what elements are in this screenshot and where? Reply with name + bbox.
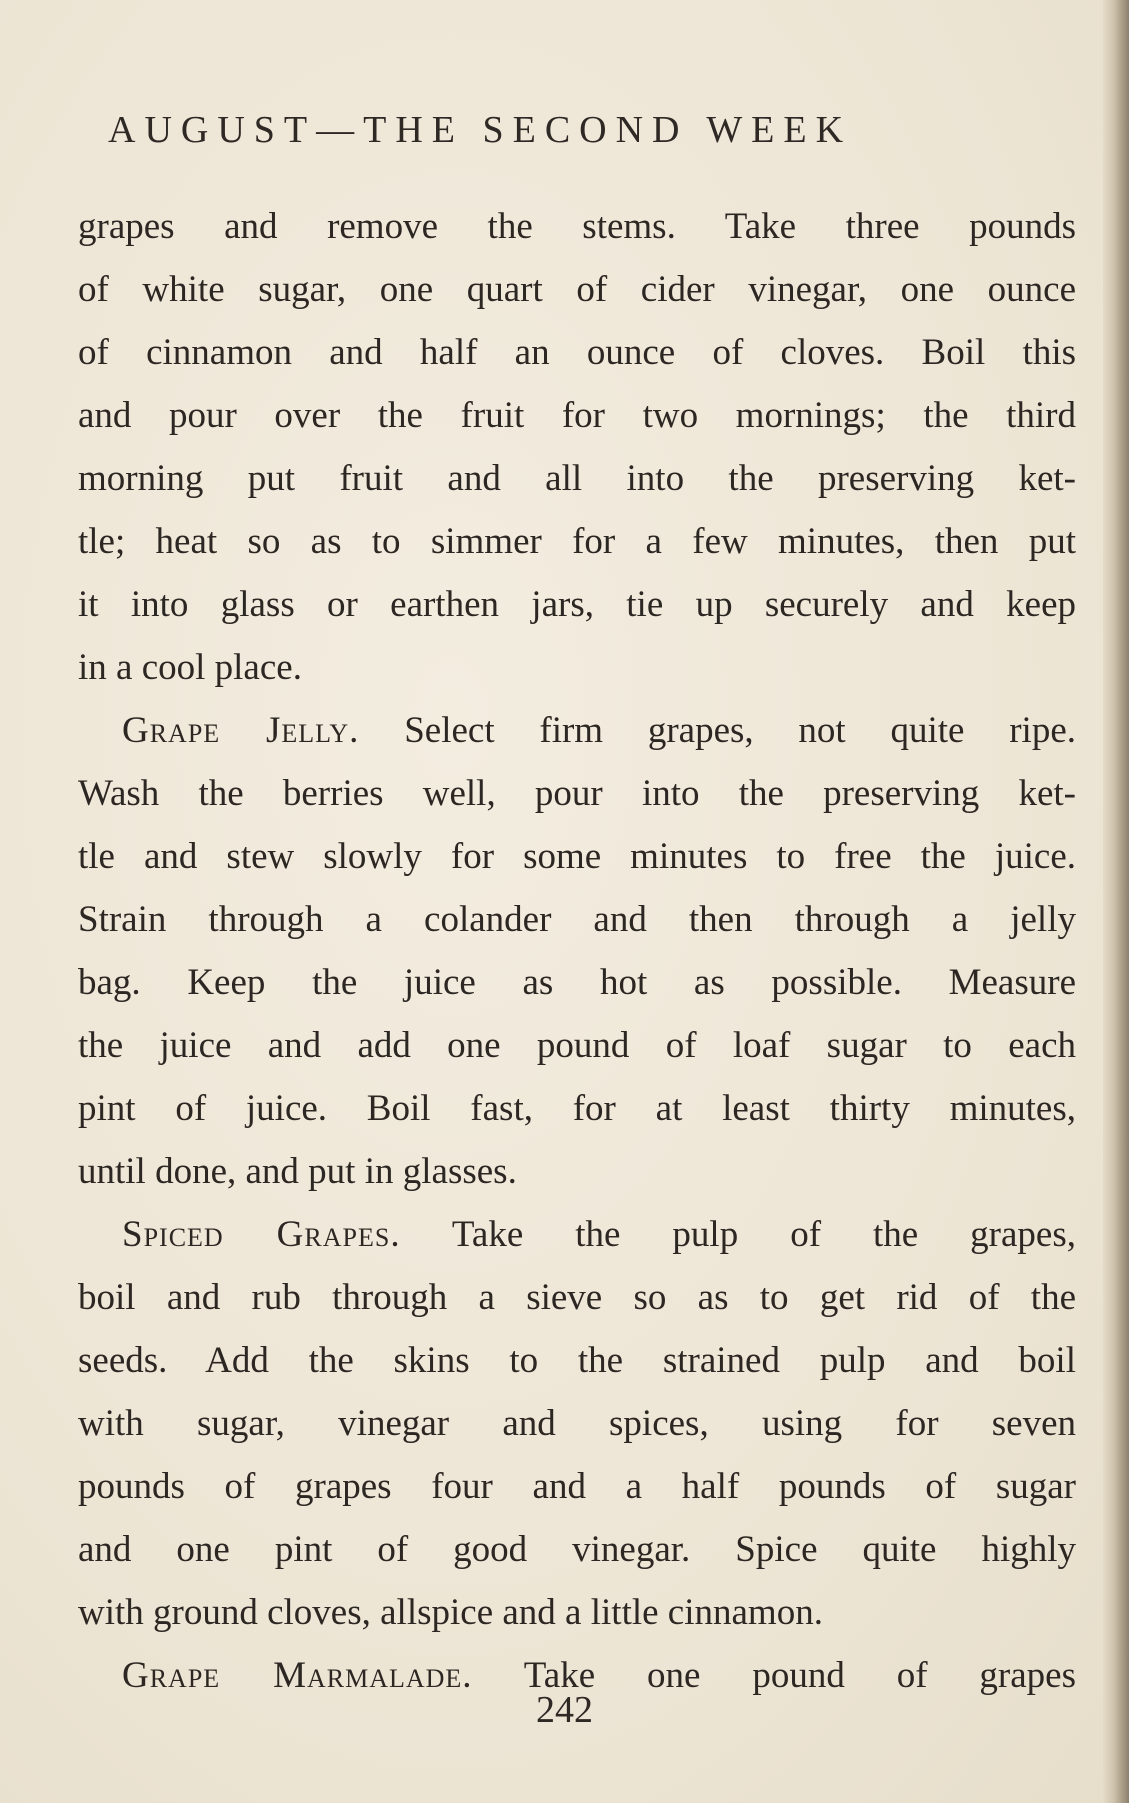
- text-line: seeds. Add the skins to the strained pulp and boil: [78, 1340, 1076, 1381]
- text-line: until done, and put in glasses.: [78, 1151, 517, 1192]
- recipe-line: Spiced Grapes. Take the pulp of the grapes,: [122, 1214, 1076, 1255]
- recipe-line: Grape Jelly. Select firm grapes, not quite ripe.: [122, 710, 1076, 751]
- text-line: bag. Keep the juice as hot as possible. Measure: [78, 962, 1076, 1003]
- recipe-heading-spiced-grapes: Spiced Grapes.: [122, 1214, 401, 1255]
- text-line: it into glass or earthen jars, tie up securely and keep: [78, 584, 1076, 625]
- text-line: pint of juice. Boil fast, for at least thirty minutes,: [78, 1088, 1076, 1129]
- page-number: 242: [536, 1689, 593, 1731]
- page-edge: [1103, 0, 1129, 1803]
- text-line: boil and rub through a sieve so as to get rid of the: [78, 1277, 1076, 1318]
- text-line: the juice and add one pound of loaf sugar to each: [78, 1025, 1076, 1066]
- text-line: Wash the berries well, pour into the preserving ket-: [78, 773, 1076, 814]
- text-line: in a cool place.: [78, 647, 302, 688]
- text-line: with ground cloves, allspice and a little cinnamon.: [78, 1592, 823, 1633]
- text-line: of white sugar, one quart of cider vinegar, one ounce: [78, 269, 1076, 310]
- text-line: and one pint of good vinegar. Spice quite highly: [78, 1529, 1076, 1570]
- text-line: and pour over the fruit for two mornings; the third: [78, 395, 1076, 436]
- text-line: tle; heat so as to simmer for a few minutes, then put: [78, 521, 1076, 562]
- text-line: with sugar, vinegar and spices, using for seven: [78, 1403, 1076, 1444]
- recipe-heading-grape-marmalade: Grape Marmalade.: [122, 1655, 473, 1696]
- text-line: pounds of grapes four and a half pounds of sugar: [78, 1466, 1076, 1507]
- running-header: AUGUST—THE SECOND WEEK: [108, 109, 853, 151]
- recipe-heading-grape-jelly: Grape Jelly.: [122, 710, 360, 751]
- text-line: grapes and remove the stems. Take three pounds: [78, 206, 1076, 247]
- text-line: of cinnamon and half an ounce of cloves. Boil this: [78, 332, 1076, 373]
- body-text: [78, 195, 1076, 1707]
- text-line: tle and stew slowly for some minutes to free the juice.: [78, 836, 1076, 877]
- text-line: morning put fruit and all into the preserving ket-: [78, 458, 1076, 499]
- recipe-line: Grape Marmalade. Take one pound of grapes: [122, 1655, 1076, 1696]
- text-line: Strain through a colander and then through a jelly: [78, 899, 1076, 940]
